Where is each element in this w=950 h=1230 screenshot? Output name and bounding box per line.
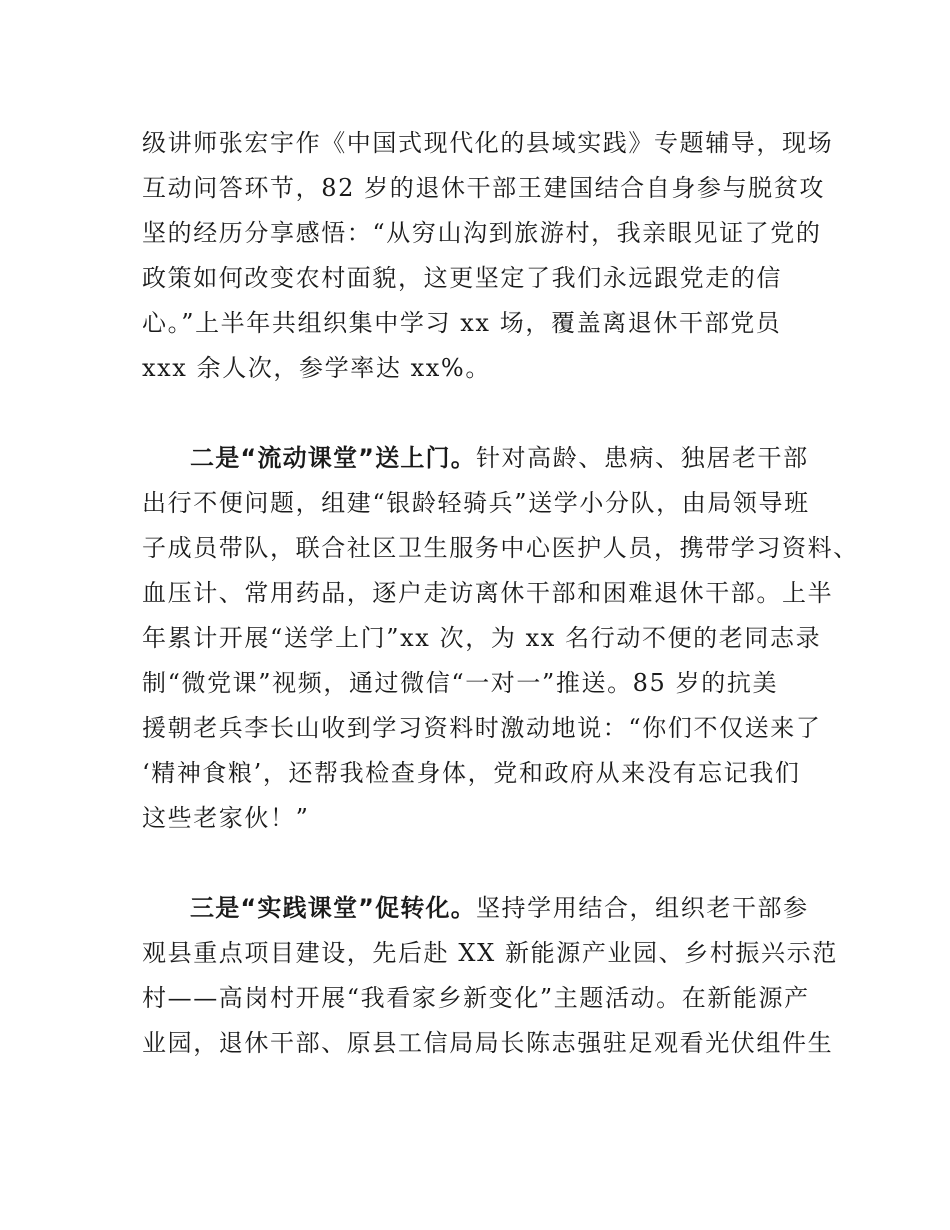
paragraph-1-line: 互动问答环节，82 岁的退休干部王建国结合自身参与脱贫攻	[142, 174, 825, 202]
paragraph-2-first-line-text: 针对高龄、患病、独居老干部	[475, 444, 809, 472]
paragraph-3-first-line	[190, 892, 809, 924]
paragraph-3-heading: 三是“实践课堂”促转化。	[190, 894, 476, 922]
paragraph-1-line: xxx 余人次，参学率达 xx%。	[142, 354, 491, 382]
paragraph-2-first-line	[190, 442, 809, 474]
paragraph-1-line: 政策如何改变农村面貌，这更坚定了我们永远跟党走的信	[142, 264, 782, 292]
paragraph-2-line: 制“微党课”视频，通过微信“一对一”推送。85 岁的抗美	[142, 669, 779, 697]
paragraph-3-line: 村——高岗村开展“我看家乡新变化”主题活动。在新能源产	[142, 984, 810, 1012]
paragraph-2-line: 子成员带队，联合社区卫生服务中心医护人员，携带学习资料、	[142, 534, 859, 562]
paragraph-1-line: 级讲师张宏宇作《中国式现代化的县域实践》专题辅导，现场	[142, 129, 834, 157]
paragraph-2-line: 援朝老兵李长山收到学习资料时激动地说：“你们不仅送来了	[142, 714, 822, 742]
paragraph-1-line: 心。”上半年共组织集中学习 xx 场，覆盖离退休干部党员	[142, 309, 782, 337]
paragraph-2-line: 血压计、常用药品，逐户走访离休干部和困难退休干部。上半	[142, 579, 834, 607]
paragraph-2-heading: 二是“流动课堂”送上门。	[190, 444, 476, 472]
paragraph-2-line: 出行不便问题，组建“银龄轻骑兵”送学小分队，由局领导班	[142, 489, 810, 517]
paragraph-3-first-line-text: 坚持学用结合，组织老干部参	[475, 894, 809, 922]
paragraph-2-line: 这些老家伙！”	[142, 804, 310, 832]
paragraph-2-line: 年累计开展“送学上门”xx 次，为 xx 名行动不便的老同志录	[142, 624, 822, 652]
paragraph-3-line: 业园，退休干部、原县工信局局长陈志强驻足观看光伏组件生	[142, 1029, 834, 1057]
paragraph-3-line: 观县重点项目建设，先后赴 XX 新能源产业园、乡村振兴示范	[142, 939, 838, 967]
paragraph-1-line: 坚的经历分享感悟：“从穷山沟到旅游村，我亲眼见证了党的	[142, 219, 822, 247]
paragraph-2-line: ‘精神食粮’，还帮我检查身体，党和政府从来没有忘记我们	[142, 759, 801, 787]
